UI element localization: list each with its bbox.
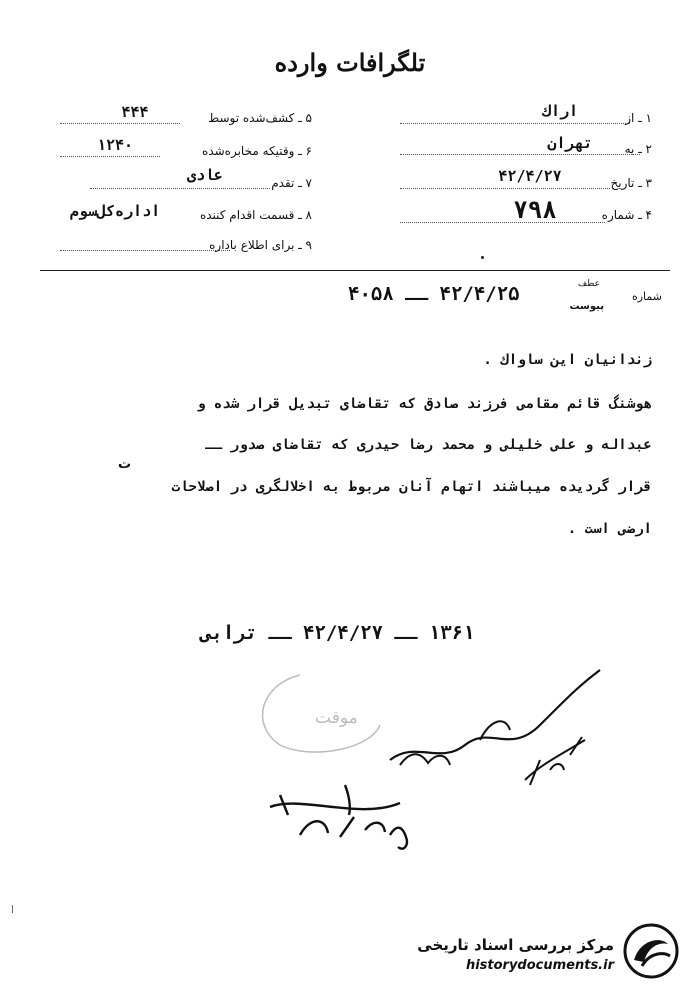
field-priority-line <box>90 188 270 189</box>
field-inform-line <box>60 250 230 251</box>
field-action-dept-value: اداره‌کل‌سوم <box>69 202 161 220</box>
field-action-dept-label: ۸ ـ قسمت اقدام کننده <box>199 208 312 222</box>
body-line-4: قرار گردیده میباشند اتهام آنان مربوط به اخلالگری در اصلاحات <box>171 479 652 495</box>
handwritten-note-loop <box>400 754 450 765</box>
header-divider <box>40 270 670 271</box>
field-to-line <box>400 154 640 155</box>
field-sent-time-label: ۶ ـ وقتیکه مخابره‌شده <box>202 144 312 158</box>
field-sent-time-line <box>60 156 160 157</box>
field-decoded-by-value: ۴۴۴ <box>121 103 149 121</box>
body-line-1: زندانیان این ساواك . <box>483 352 652 368</box>
correction-mark: ت <box>118 457 132 472</box>
handwritten-annotations <box>240 645 630 875</box>
ink-dot <box>481 256 484 259</box>
handwritten-date-1-text <box>520 770 523 771</box>
field-decoded-by-line <box>60 123 180 124</box>
field-inform-label: ۹ ـ برای اطلاع باداره <box>209 238 312 252</box>
body-line-2: هوشنگ قائم مقامی فرزند صادق که تقاضای تبدیل قرار شده و <box>196 396 652 412</box>
document-title: تلگرافات وارده <box>274 48 426 77</box>
field-from-line <box>400 123 630 124</box>
field-number-label: ۴ ـ شماره <box>601 208 652 222</box>
watermark-name: مرکز بررسی اسناد تاریخی <box>417 936 614 954</box>
field-to-value: تهران <box>547 134 593 152</box>
number-row-attachment-label: پیوست <box>569 301 604 312</box>
handwritten-date-2-digits <box>300 817 407 849</box>
field-date-line <box>400 188 610 189</box>
handwritten-note-stroke <box>390 670 600 760</box>
faint-stamp-text: موقت <box>315 708 358 728</box>
stray-mark <box>12 905 17 913</box>
field-decoded-by-label: ۵ ـ کشف‌شده توسط <box>208 111 312 125</box>
field-from-label: ۱ ـ از <box>625 111 652 125</box>
field-date-label: ۳ ـ تاریخ <box>610 176 652 190</box>
field-number-value: ۷۹۸ <box>513 196 557 224</box>
field-to-label: ۲ ـ به <box>624 142 652 156</box>
field-from-value: اراك <box>541 102 579 120</box>
number-row-ref-label: عطف <box>577 279 600 289</box>
handwritten-note-text <box>400 700 410 701</box>
field-priority-value: عادی <box>186 166 224 184</box>
body-line-5: ارضی است . <box>567 521 652 537</box>
handwritten-date-1-digits <box>530 737 582 785</box>
watermark-url: historydocuments.ir <box>465 958 614 973</box>
field-sent-time-value: ۱۲۴۰ <box>96 136 134 154</box>
sender-signature-line: ۱۳۶۱ ــ ۴۲/۴/۲۷ ــ ترابی <box>200 622 475 644</box>
watermark-block <box>414 912 686 980</box>
field-priority-label: ۷ ـ تقدم <box>271 176 312 190</box>
handwritten-date-2-text <box>300 820 303 821</box>
watermark-logo-icon <box>622 922 680 980</box>
number-row-value: ۴۲/۴/۲۵ ــ ۴۰۵۸ <box>348 283 520 305</box>
body-line-3: عبداله و علی خلیلی و محمد رضا حیدری که تقاضای صدور ــ <box>205 437 652 453</box>
field-date-value: ۴۲/۴/۲۷ <box>498 167 562 185</box>
handwritten-signature-stroke <box>270 785 400 815</box>
number-row-label: شماره <box>631 290 662 303</box>
